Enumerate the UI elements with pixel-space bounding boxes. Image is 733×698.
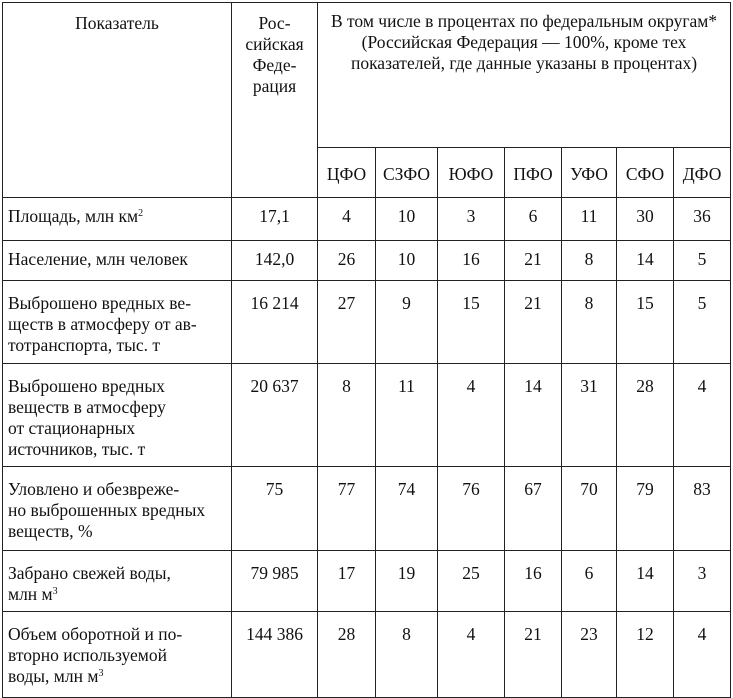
row-district-value: 12 bbox=[617, 612, 674, 698]
row-district-value: 26 bbox=[318, 241, 376, 281]
row-district-value: 5 bbox=[674, 281, 731, 364]
row-district-value: 4 bbox=[438, 364, 505, 467]
header-district: ДФО bbox=[674, 148, 731, 198]
header-district: УФО bbox=[562, 148, 617, 198]
row-district-value: 4 bbox=[674, 364, 731, 467]
row-label: Население, млн человек bbox=[3, 241, 232, 281]
row-district-value: 15 bbox=[438, 281, 505, 364]
header-federal-districts: В том числе в процентах по федеральным округам* (Российская Федерация — 100%, кроме тех показателей, где данные указаны в процентах) bbox=[318, 3, 731, 148]
row-label: Забрано свежей воды, млн $м^3$ bbox=[3, 551, 232, 612]
row-district-value: 8 bbox=[376, 612, 438, 698]
row-district-value: 21 bbox=[505, 281, 562, 364]
row-district-value: 67 bbox=[505, 467, 562, 551]
header-district: СФО bbox=[617, 148, 674, 198]
row-label: Объем оборотной и по- вторно используемой воды, млн $м^3$ bbox=[3, 612, 232, 698]
row-district-value: 83 bbox=[674, 467, 731, 551]
row-district-value: 6 bbox=[562, 551, 617, 612]
row-district-value: 10 bbox=[376, 198, 438, 241]
row-district-value: 17 bbox=[318, 551, 376, 612]
row-district-value: 14 bbox=[617, 551, 674, 612]
row-district-value: 9 bbox=[376, 281, 438, 364]
table-row bbox=[3, 467, 731, 551]
statistics-table bbox=[2, 2, 731, 698]
row-district-value: 79 bbox=[617, 467, 674, 551]
row-district-value: 19 bbox=[376, 551, 438, 612]
row-district-value: 3 bbox=[674, 551, 731, 612]
row-district-value: 14 bbox=[617, 241, 674, 281]
table-row bbox=[3, 551, 731, 612]
row-district-value: 28 bbox=[617, 364, 674, 467]
row-district-value: 76 bbox=[438, 467, 505, 551]
header-russia: Рос- сийская Феде- рация bbox=[232, 3, 318, 198]
row-district-value: 36 bbox=[674, 198, 731, 241]
row-district-value: 16 bbox=[505, 551, 562, 612]
row-district-value: 3 bbox=[438, 198, 505, 241]
row-label: Выброшено вредных веществ в атмосферу от стационарных источников, тыс. т bbox=[3, 364, 232, 467]
row-russia-value: 79 985 bbox=[232, 551, 318, 612]
row-label: Выброшено вредных ве- ществ в атмосферу от ав- тотранспорта, тыс. т bbox=[3, 281, 232, 364]
row-district-value: 27 bbox=[318, 281, 376, 364]
row-district-value: 4 bbox=[674, 612, 731, 698]
row-district-value: 11 bbox=[562, 198, 617, 241]
header-indicator: Показатель bbox=[3, 3, 232, 198]
row-district-value: 74 bbox=[376, 467, 438, 551]
row-russia-value: 17,1 bbox=[232, 198, 318, 241]
row-district-value: 21 bbox=[505, 241, 562, 281]
row-district-value: 15 bbox=[617, 281, 674, 364]
row-district-value: 11 bbox=[376, 364, 438, 467]
table-row bbox=[3, 364, 731, 467]
table-row bbox=[3, 198, 731, 241]
header-district: ЮФО bbox=[438, 148, 505, 198]
header-district: ЦФО bbox=[318, 148, 376, 198]
row-district-value: 31 bbox=[562, 364, 617, 467]
row-russia-value: 75 bbox=[232, 467, 318, 551]
row-russia-value: 20 637 bbox=[232, 364, 318, 467]
row-district-value: 21 bbox=[505, 612, 562, 698]
row-russia-value: 16 214 bbox=[232, 281, 318, 364]
row-label: Площадь, млн $км^2$ bbox=[3, 198, 232, 241]
row-district-value: 8 bbox=[562, 241, 617, 281]
row-district-value: 30 bbox=[617, 198, 674, 241]
header-district: ПФО bbox=[505, 148, 562, 198]
row-district-value: 4 bbox=[318, 198, 376, 241]
table-row bbox=[3, 612, 731, 698]
row-russia-value: 144 386 bbox=[232, 612, 318, 698]
row-district-value: 16 bbox=[438, 241, 505, 281]
row-district-value: 70 bbox=[562, 467, 617, 551]
table-row bbox=[3, 241, 731, 281]
row-district-value: 14 bbox=[505, 364, 562, 467]
row-district-value: 4 bbox=[438, 612, 505, 698]
row-label: Уловлено и обезвреже- но выброшенных вредных веществ, % bbox=[3, 467, 232, 551]
header-district: СЗФО bbox=[376, 148, 438, 198]
row-russia-value: 142,0 bbox=[232, 241, 318, 281]
row-district-value: 6 bbox=[505, 198, 562, 241]
row-district-value: 10 bbox=[376, 241, 438, 281]
row-district-value: 28 bbox=[318, 612, 376, 698]
row-district-value: 5 bbox=[674, 241, 731, 281]
row-district-value: 25 bbox=[438, 551, 505, 612]
row-district-value: 77 bbox=[318, 467, 376, 551]
row-district-value: 8 bbox=[562, 281, 617, 364]
row-district-value: 23 bbox=[562, 612, 617, 698]
row-district-value: 8 bbox=[318, 364, 376, 467]
table-row bbox=[3, 281, 731, 364]
